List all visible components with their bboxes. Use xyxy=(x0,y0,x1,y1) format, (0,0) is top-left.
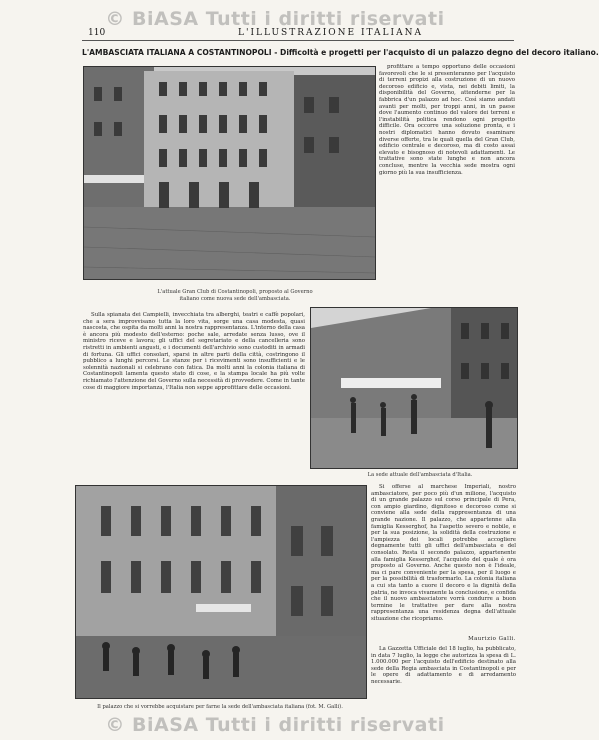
paragraph-right-middle: Si offerse al marchese Imperiali, nostro ambasciatore, per poco più d'un milione, l'acquisto di un grande palazzo sul corso principale di Pera, con ampio giardino, dignitoso e decoroso come si conviene alla sede della rappresentanza di una grande nazione. Il palazzo, che appartenne alla famiglia Kesserghof, ha l'aspetto severo e nobile, e per la sua posizione, la solidità della costruzione e l'ampiezza dei locali potrebbe accogliere degnamente tutti gli uffici dell'ambasciata e del consolato. Resta il secondo palazzo, appartenente alla famiglia Kesserghof, l'acquisto del quale è ora proposto al Governo. Anche questo non è l'ideale, ma ci pare conveniente per la spesa, per il luogo e per la possibilità di trasformarlo. La colonia italiana a cui sta tanto a cuore il decoro e la dignità della patria, ne invoca vivamente la conclusione, e confida che il nuovo ambasciatore vorrà condurre a buon termine le trattative per dare alla nostra rappresentanza una residenza degna dell'attuale situazione che ricopriamo. xyxy=(371,484,516,622)
column-right-top xyxy=(379,64,515,342)
column-right-middle xyxy=(371,484,516,634)
paragraph-right-top: profittare a tempo opportuno delle occasioni favorevoli che le si presenteranno per l'acquisto di terreni propizi alla costruzione di un nuovo decoroso edificio e, vista, nei debiti limiti, la disponibilità del Governo, attenderne per la fabbrica d'un palazzo ad hoc. Così siamo andati avanti per molti, per troppi anni, in un paese dove l'aumento continuo del valore dei terreni e l'instabilità politica rendono ogni progetto difficile. Ora occorre una soluzione pronta, e i nostri diplomatici hanno dovuto esaminare diverse offerte, tra le quali quella del Gran Club, edificio centrale e decoroso, ma di costo assai elevato e bisognoso di notevoli adattamenti. Le trattative sono state lunghe e non ancora concluse, mentre la vecchia sede mostra ogni giorno più la sua insufficienza. xyxy=(379,64,515,176)
caption-photo-3: Il palazzo che si vorrebbe acquistare per farne la sede dell'ambasciata italiana (fot. M. Galli). xyxy=(97,704,343,710)
caption-photo-1: L'attuale Gran Club di Costantinopoli, proposto al Governo italiano come nuova sede dell'ambasciata. xyxy=(157,289,313,302)
caption-photo-2: La sede attuale dell'ambasciata d'Italia. xyxy=(367,472,473,478)
header-rule xyxy=(82,40,514,41)
column-left-middle xyxy=(83,312,305,472)
column-right-bottom xyxy=(371,646,516,700)
magazine-title: L'ILLUSTRAZIONE ITALIANA xyxy=(238,28,423,38)
photo-gran-club-drawing xyxy=(84,67,375,279)
page-number: 110 xyxy=(88,28,106,38)
watermark-bottom: © BiASA Tutti i diritti riservati xyxy=(105,714,445,736)
watermark-top: © BiASA Tutti i diritti riservati xyxy=(105,8,445,30)
author-signature: Maurizio Galli. xyxy=(468,636,516,642)
photo-proposed-palace-drawing xyxy=(76,486,366,698)
photo-proposed-palace xyxy=(75,485,367,699)
photo-gran-club xyxy=(83,66,376,280)
photo-current-embassy-drawing xyxy=(311,308,517,468)
paragraph-left-middle: Sulla spianata dei Campielli, invecchiata tra alberghi, teatri e caffè popolari, che a sera improvvisano tutta la loro vita, sorge una casa modesta, quasi nascosta, che ospita da molti anni la nostra rappresentanza. L'interno della casa è ancora più modesto dell'esterno: poche sale, arredate senza lusso, ove il ministro riceve e lavora; gli uffici del segretariato e della cancelleria sono ristretti in ambienti angusti, e i documenti dell'archivio sono custoditi in armadi di fortuna. Gli uffici consolari, sparsi in altre parti della città, costringono il pubblico a lunghi percorsi. Le stanze per i ricevimenti sono insufficienti e le solennità nazionali si celebrano con fatica. Da molti anni la colonia italiana di Costantinopoli lamenta questo stato di cose, e la stampa locale ha più volte richiamato l'attenzione del Governo sulla necessità di provvedere. Come in tante cose di maggiore importanza, l'Italia non seppe approfittare delle occasioni. xyxy=(83,312,305,391)
photo-current-embassy xyxy=(310,307,518,469)
article-headline: L'AMBASCIATA ITALIANA A COSTANTINOPOLI - Difficoltà e progetti per l'acquisto di un palazzo degno del decoro italiano. xyxy=(82,48,599,57)
paragraph-right-bottom: La Gazzetta Ufficiale del 18 luglio, ha pubblicato, in data 7 luglio, la legge che autorizza la spesa di L. 1.000.000 per l'acquisto dell'edificio destinato alla sede della Regia ambasciata in Costantinopoli e per le opere di adattamento e di arredamento necessarie. xyxy=(371,646,516,685)
